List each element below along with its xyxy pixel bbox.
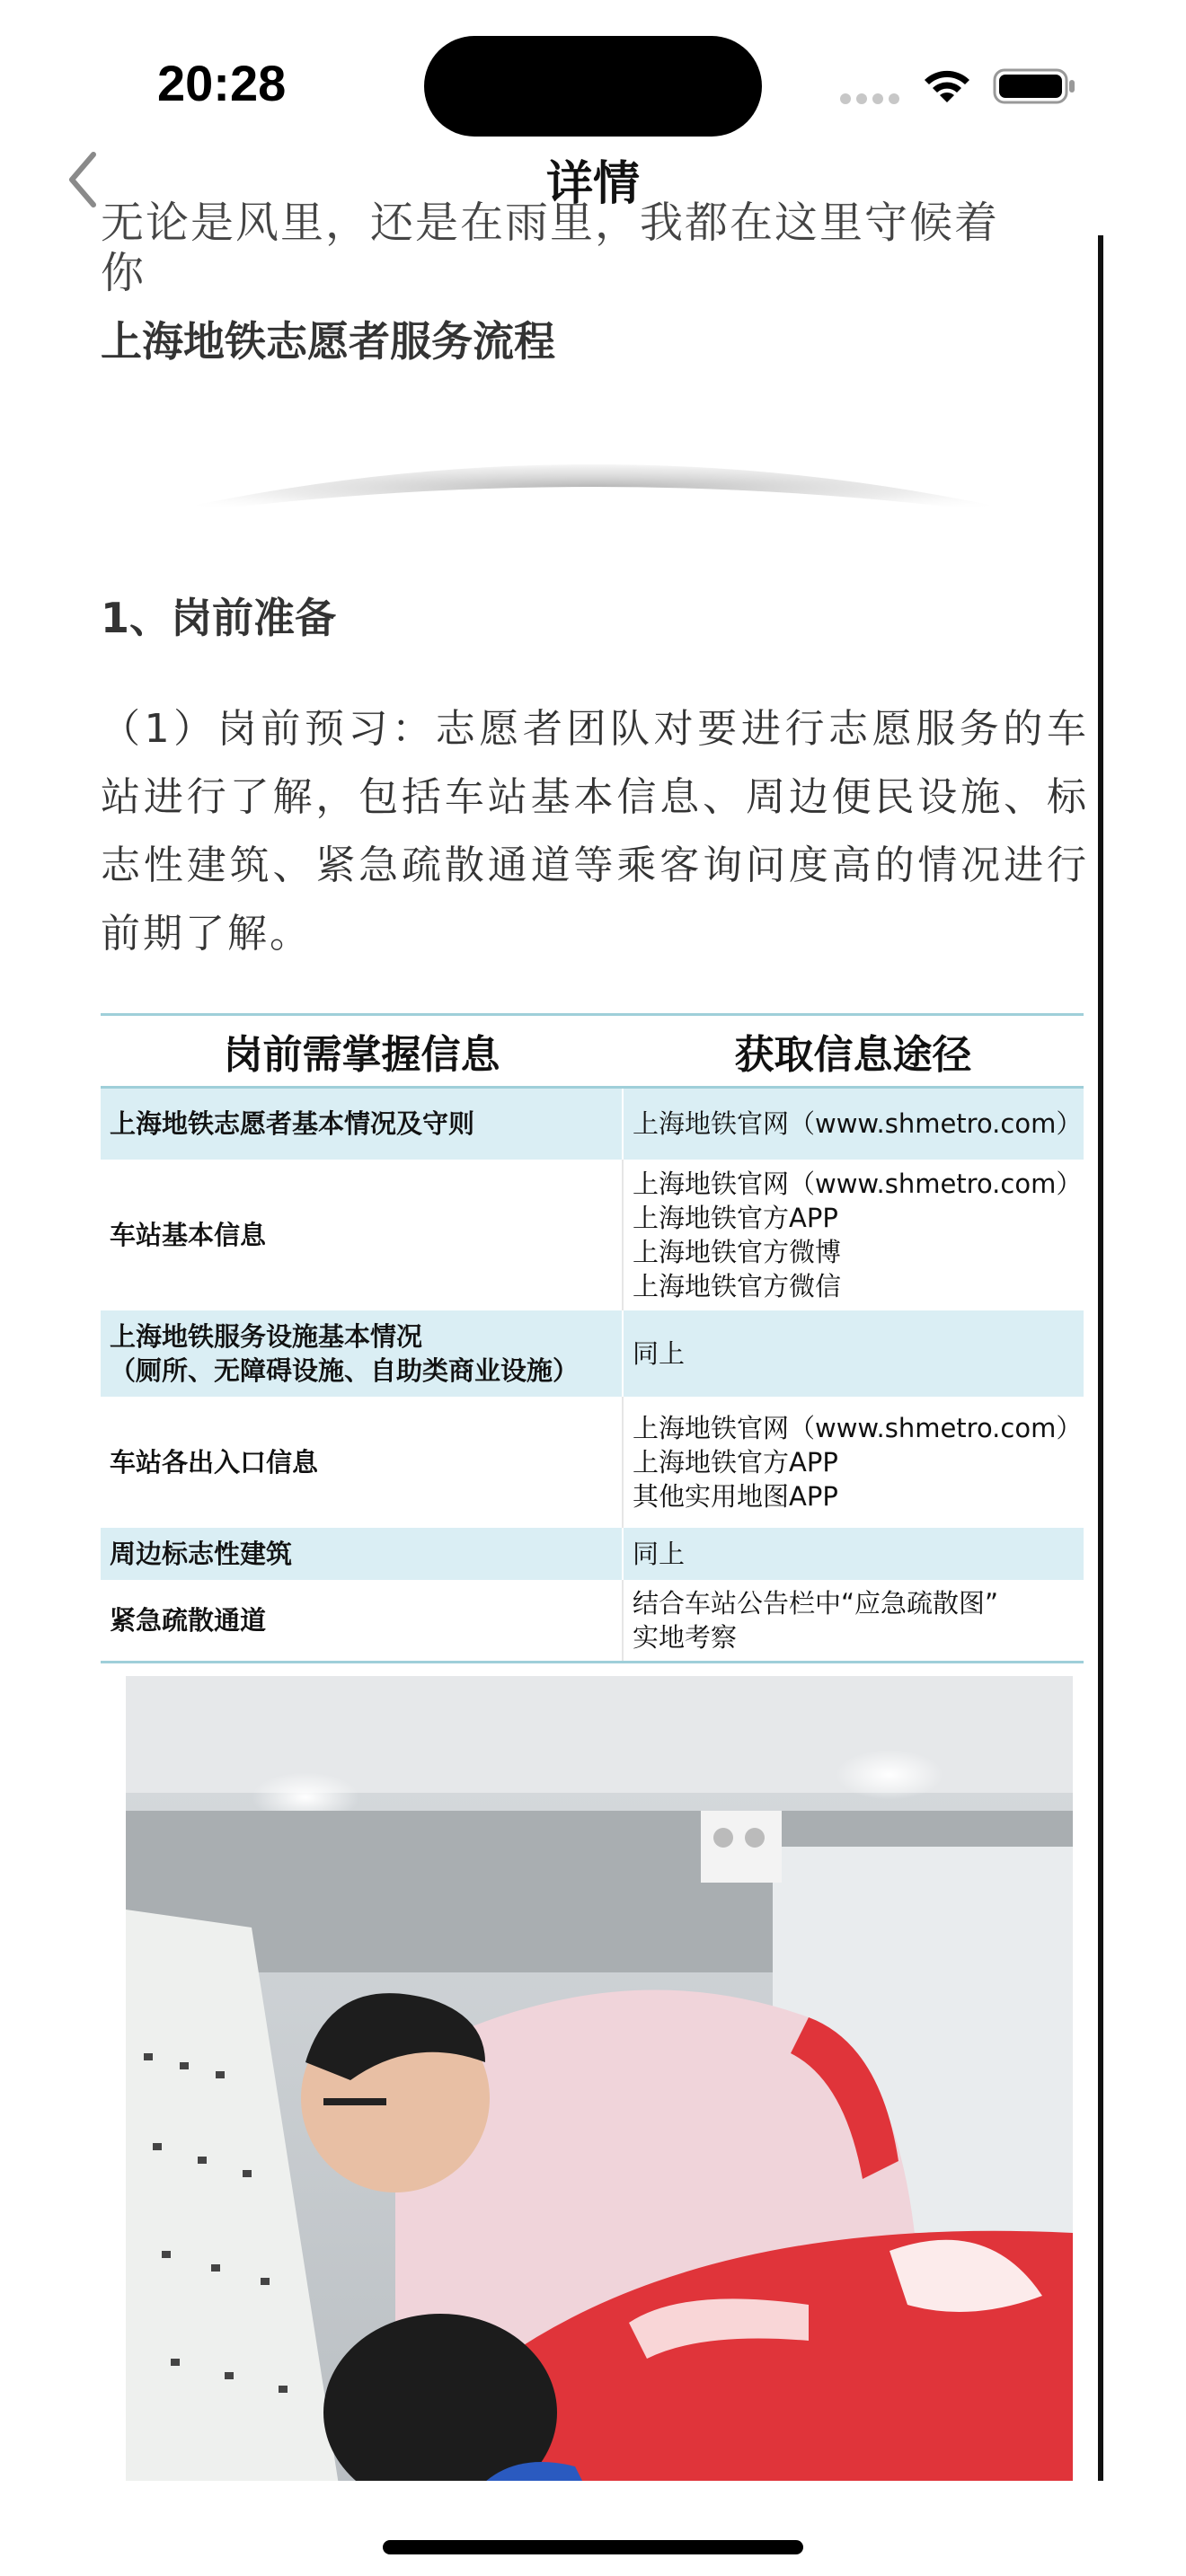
way-line: 上海地铁官方微博 bbox=[633, 1236, 842, 1267]
table-cell-ways bbox=[623, 1528, 1084, 1580]
info-table bbox=[101, 1013, 1084, 1663]
table-row bbox=[101, 1088, 1084, 1160]
article-content[interactable] bbox=[0, 198, 1105, 2481]
table-row bbox=[101, 1580, 1084, 1663]
table-cell-ways bbox=[623, 1088, 1084, 1160]
volunteers-photo bbox=[126, 1676, 1073, 2502]
table-row bbox=[101, 1397, 1084, 1528]
table-cell-info: 周边标志性建筑 bbox=[101, 1528, 623, 1580]
info-line: 上海地铁服务设施基本情况 bbox=[110, 1320, 423, 1352]
table-cell-info: 车站各出入口信息 bbox=[101, 1397, 623, 1528]
table-cell-ways bbox=[623, 1397, 1084, 1528]
cellular-signal-icon bbox=[840, 93, 899, 104]
way-line: 上海地铁官方APP bbox=[633, 1446, 838, 1478]
dynamic-island bbox=[424, 36, 762, 137]
cut-off-text-line: 无论是风里，还是在雨里，我都在这里守候着你 bbox=[101, 198, 1000, 298]
page-title: 详情 bbox=[545, 157, 640, 211]
table-cell-info bbox=[101, 1310, 623, 1397]
battery-icon bbox=[993, 66, 1077, 106]
table-row bbox=[101, 1310, 1084, 1397]
way-line: 上海地铁官方APP bbox=[633, 1202, 838, 1233]
wifi-icon bbox=[921, 66, 973, 106]
status-bar bbox=[0, 0, 1186, 153]
decorative-divider bbox=[108, 415, 1078, 541]
table-header-ways: 获取信息途径 bbox=[623, 1015, 1084, 1088]
section-heading: 上海地铁志愿者服务流程 bbox=[101, 317, 555, 366]
way-line: 实地考察 bbox=[633, 1621, 738, 1653]
table-cell-ways bbox=[623, 1160, 1084, 1310]
way-line: 结合车站公告栏中“应急疏散图” bbox=[633, 1587, 999, 1619]
step-heading: 1、岗前准备 bbox=[101, 594, 337, 642]
table-cell-info: 上海地铁志愿者基本情况及守则 bbox=[101, 1088, 623, 1160]
status-time: 20:28 bbox=[157, 55, 287, 111]
way-line: 其他实用地图APP bbox=[633, 1480, 838, 1512]
table-header-info: 岗前需掌握信息 bbox=[101, 1015, 623, 1088]
table-cell-ways bbox=[623, 1580, 1084, 1663]
info-subline: （厕所、无障碍设施、自助类商业设施） bbox=[110, 1354, 580, 1386]
way-line: 同上 bbox=[633, 1337, 686, 1369]
way-line: 上海地铁官网（www.shmetro.com） bbox=[633, 1412, 1083, 1443]
table-cell-ways bbox=[623, 1310, 1084, 1397]
table-cell-info: 紧急疏散通道 bbox=[101, 1580, 623, 1663]
article-paragraph: （1）岗前预习：志愿者团队对要进行志愿服务的车站进行了解，包括车站基本信息、周边便民设施、标志性建筑、紧急疏散通道等乘客询问度高的情况进行前期了解。 bbox=[101, 706, 1089, 957]
way-line: 上海地铁官方微信 bbox=[633, 1270, 842, 1301]
way-line: 上海地铁官网（www.shmetro.com） bbox=[633, 1168, 1083, 1199]
home-indicator-bar bbox=[0, 2481, 1186, 2576]
way-line: 上海地铁官网（www.shmetro.com） bbox=[633, 1108, 1083, 1140]
table-row bbox=[101, 1528, 1084, 1580]
home-indicator[interactable] bbox=[383, 2540, 803, 2554]
table-cell-info: 车站基本信息 bbox=[101, 1160, 623, 1310]
way-line: 同上 bbox=[633, 1538, 686, 1569]
table-row bbox=[101, 1160, 1084, 1310]
